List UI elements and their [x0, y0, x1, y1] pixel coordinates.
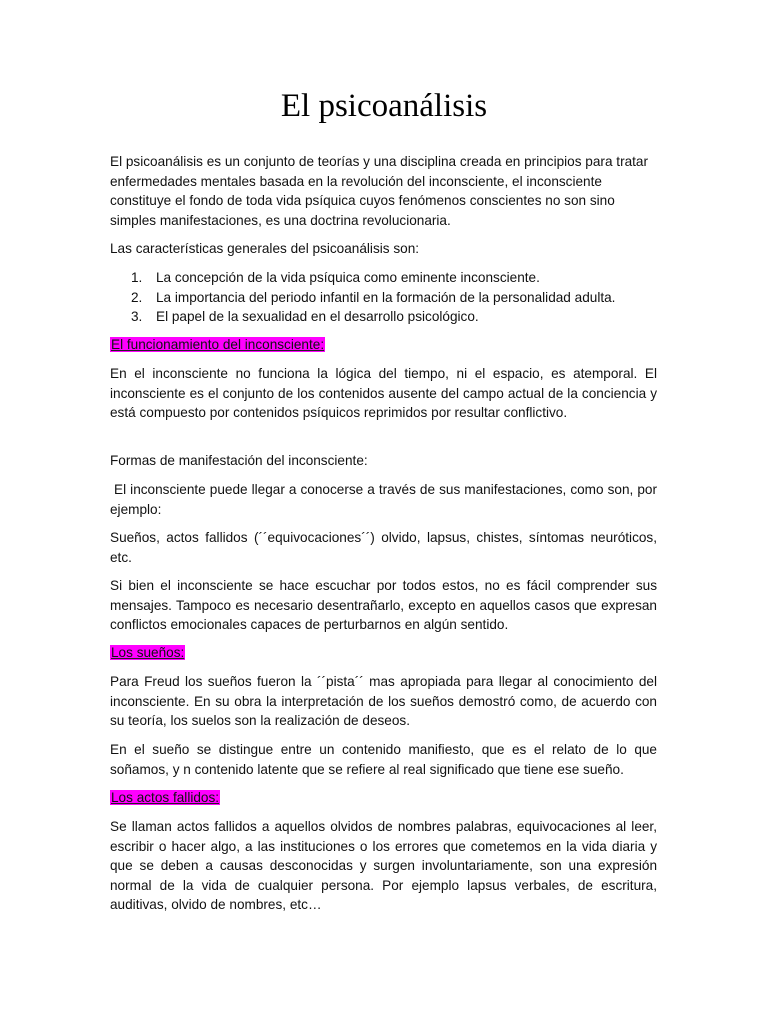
section-heading-inconsciente [110, 335, 325, 355]
intro-paragraph: El psicoanálisis es un conjunto de teorías y una disciplina creada en principios para tratar enfermedades mentales basada en la revolución del inconsciente, el inconsciente constituye el fondo de toda vida psíquica cuyos fenómenos conscientes no son sino simples manifestaciones, es una doctrina revolucionaria. [110, 154, 649, 228]
suenos-paragraph-1: Para Freud los sueños fueron la ´´pista´´ mas apropiada para llegar al conocimiento del inconsciente. En su obra la interpretación de los sueños demostró como, de acuerdo con su teoría, los suelos son la realización de deseos. [110, 674, 657, 728]
inconsciente-paragraph-1: En el inconsciente no funciona la lógica del tiempo, ni el espacio, es atemporal. El inconsciente es el conjunto de los contenidos ausente del campo actual de la conciencia y está compuesto por contenidos psíquicos reprimidos por resultar conflictivo. [110, 366, 657, 420]
list-item-text: El papel de la sexualidad en el desarrollo psicológico. [156, 309, 479, 324]
inconsciente-paragraph-3: El inconsciente puede llegar a conocerse a través de sus manifestaciones, como son, por ejemplo: [110, 482, 661, 517]
section-heading-actos-fallidos [110, 788, 220, 808]
list-intro-paragraph: Las características generales del psicoanálisis son: [110, 241, 420, 256]
suenos-paragraph-2: En el sueño se distingue entre un contenido manifiesto, que es el relato de lo que soñamos, y n contenido latente que se refiere al real significado que tiene ese sueño. [110, 742, 657, 777]
list-item-text: La importancia del periodo infantil en la formación de la personalidad adulta. [156, 289, 616, 305]
inconsciente-paragraph-2: Formas de manifestación del inconsciente: [110, 453, 368, 468]
section-heading-suenos [110, 643, 185, 663]
list-item [110, 288, 657, 308]
page-title: El psicoanálisis [280, 88, 488, 124]
highlighted-heading-text: Los actos fallidos: [111, 790, 220, 805]
list-item [110, 268, 657, 288]
list-item [110, 307, 657, 327]
characteristics-list [110, 268, 657, 327]
list-item-number: 1. [131, 270, 143, 285]
list-item-number: 3. [131, 309, 143, 324]
list-item-text: La concepción de la vida psíquica como eminente inconsciente. [156, 270, 540, 285]
actos-paragraph-1: Se llaman actos fallidos a aquellos olvidos de nombres palabras, equivocaciones al leer, escribir o hacer algo, a las instituciones o los errores que cometemos en la vida diaria y que se deben a causas desconocidas y surgen involuntariamente, son una expresión normal de la vida de cualquier persona. Por ejemplo lapsus verbales, de escritura, auditivas, olvido de nombres, etc… [110, 819, 657, 912]
highlighted-heading-text: El funcionamiento del inconsciente: [111, 337, 325, 352]
inconsciente-paragraph-5: Si bien el inconsciente se hace escuchar por todos estos, no es fácil comprender sus mensajes. Tampoco es necesario desentrañarlo, excepto en aquellos casos que expresan conflictos emocionales capaces de perturbarnos en algún sentido. [110, 578, 657, 632]
list-item-number: 2. [131, 289, 143, 305]
inconsciente-paragraph-4: Sueños, actos fallidos (´´equivocaciones´´) olvido, lapsus, chistes, síntomas neuróticos, etc. [110, 530, 657, 565]
highlighted-heading-text: Los sueños: [111, 645, 185, 660]
